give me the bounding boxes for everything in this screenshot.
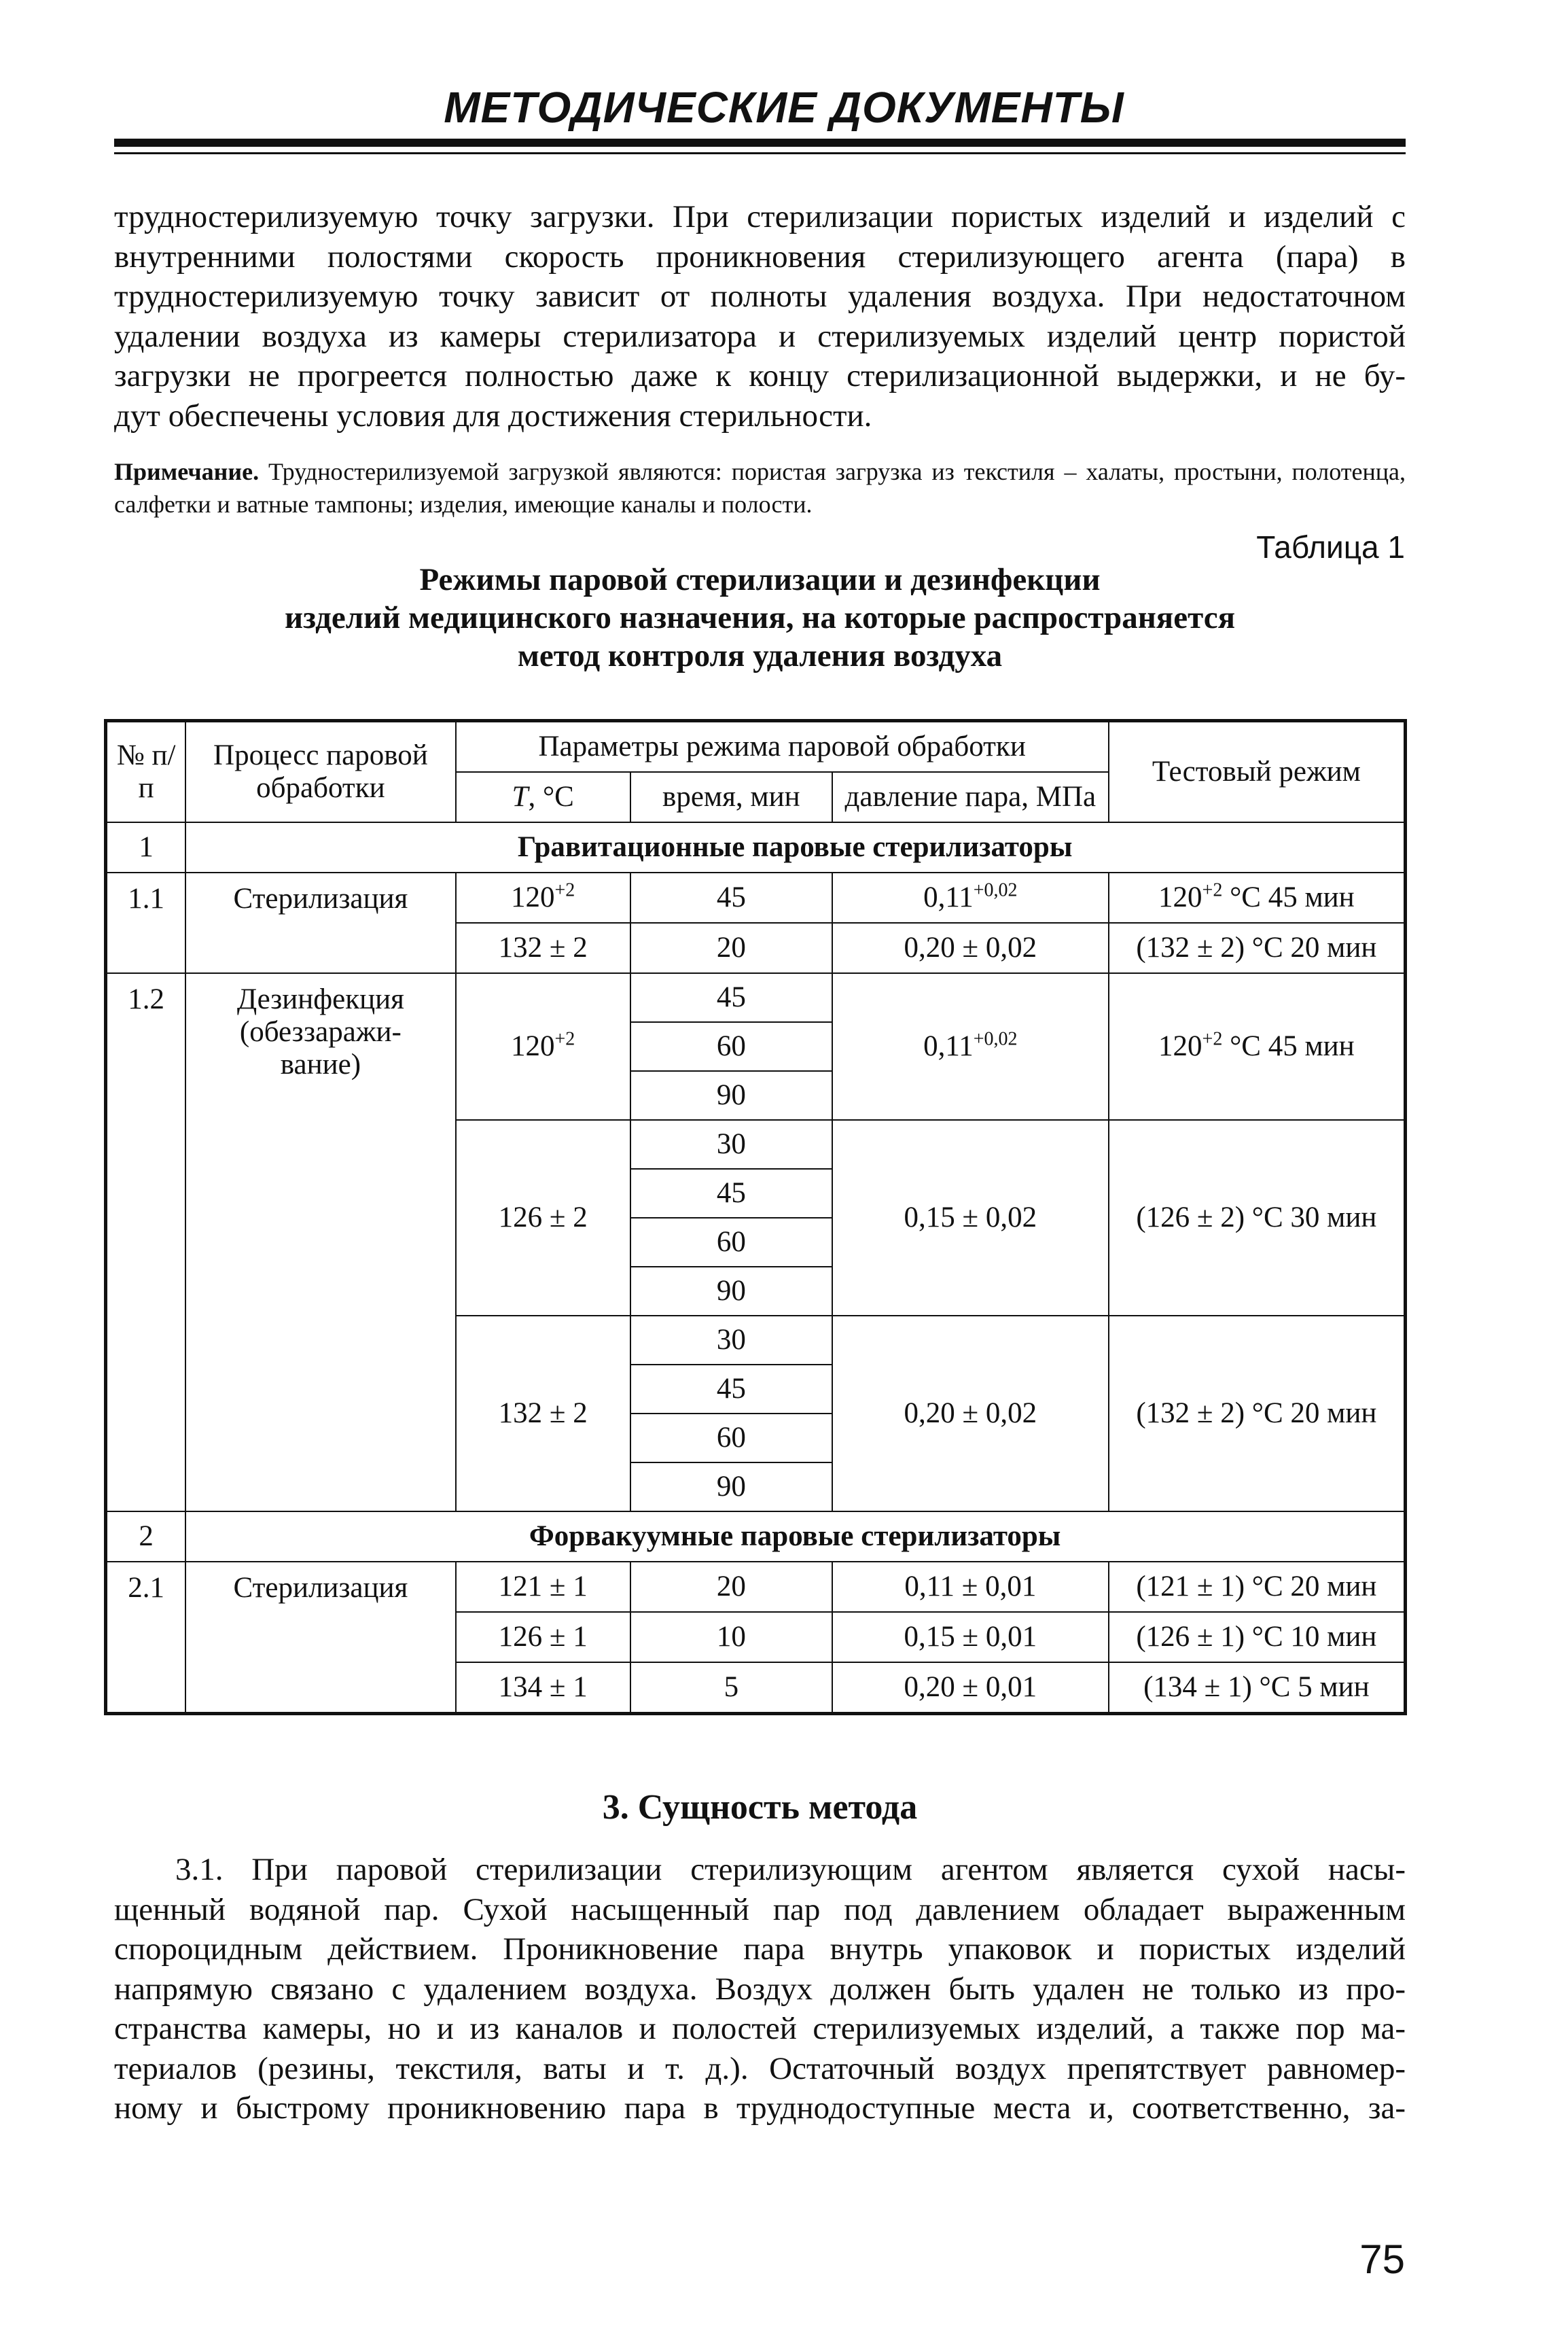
header-pressure: давление пара, МПа xyxy=(832,772,1109,822)
cell-test: $120^{+2}$ °С 45 мин xyxy=(1109,973,1406,1120)
header-test: Тестовый режим xyxy=(1109,721,1406,823)
cell-time: 45 xyxy=(630,1365,832,1414)
text-line: трудностерилизуемую точку зависит от полноты удаления воздуха. При недостаточном xyxy=(114,279,1406,314)
cell-time: 90 xyxy=(630,1462,832,1511)
cell-time: 30 xyxy=(630,1316,832,1365)
table-title-line: изделий медицинского назначения, на которые распространяется xyxy=(284,600,1236,635)
header-rule-thin xyxy=(114,152,1406,154)
cell-time: 45 xyxy=(630,873,832,923)
header-rule-thick xyxy=(114,139,1406,147)
text-line: ному и быстрому проникновению пара в труднодоступные места и, соответственно, за- xyxy=(114,2090,1406,2126)
cell-temp: 126 ± 1 xyxy=(456,1612,630,1662)
cell-temp: 134 ± 1 xyxy=(456,1662,630,1714)
cell-time: 60 xyxy=(630,1022,832,1071)
cell-test: (132 ± 2) °С 20 мин xyxy=(1109,923,1406,973)
cell-time: 90 xyxy=(630,1267,832,1316)
table-title xyxy=(114,561,1406,675)
cell-temp: 126 ± 2 xyxy=(456,1120,630,1316)
row-num: 1.1 xyxy=(106,873,186,973)
row-num: 1.2 xyxy=(106,973,186,1511)
cell-temp: 132 ± 2 xyxy=(456,1316,630,1511)
regimes-table xyxy=(104,719,1407,1715)
cell-temp: 121 ± 1 xyxy=(456,1562,630,1612)
text-line: напрямую связано с удалением воздуха. Воздух должен быть удален не только из про- xyxy=(114,1971,1406,2007)
text-line: загрузки не прогреется полностью даже к концу стерилизационной выдержки, и не бу- xyxy=(114,358,1406,393)
cell-test: $120^{+2}$ °С 45 мин xyxy=(1109,873,1406,923)
header-num: № п/п xyxy=(106,721,186,823)
text-line: спороцидным действием. Проникновение пара внутрь упаковок и пористых изделий xyxy=(114,1931,1406,1967)
note-text: Трудностерилизуемой загрузкой являются: пористая загрузка из текстиля – халаты, простыни, полотенца, салфетки и ватные тампоны; изделия, имеющие каналы и полости. xyxy=(114,458,1406,518)
note-label: Примечание. xyxy=(114,458,260,485)
section-title: Форвакуумные паровые стерилизаторы xyxy=(185,1511,1405,1562)
cell-time: 45 xyxy=(630,973,832,1022)
cell-time: 60 xyxy=(630,1414,832,1462)
cell-pressure: 0,20 ± 0,02 xyxy=(832,923,1109,973)
section-heading: 3. Сущность метода xyxy=(602,1788,918,1827)
table-label: Таблица 1 xyxy=(1256,529,1405,565)
section-num: 1 xyxy=(106,822,186,873)
cell-time: 90 xyxy=(630,1071,832,1120)
header-process: Процесс паровой обработки xyxy=(185,721,455,823)
cell-test: (121 ± 1) °С 20 мин xyxy=(1109,1562,1406,1612)
text-line: щенный водяной пар. Сухой насыщенный пар под давлением обладает выраженным xyxy=(114,1891,1406,1927)
cell-time: 10 xyxy=(630,1612,832,1662)
header-temp: Т, °С xyxy=(456,772,630,822)
row-num: 2.1 xyxy=(106,1562,186,1714)
page-number: 75 xyxy=(1359,2237,1405,2282)
section3-paragraph xyxy=(114,1850,1406,2128)
text-line: странства камеры, но и из каналов и полостей стерилизуемых изделий, а также пор ма- xyxy=(114,2011,1406,2046)
cell-test: (134 ± 1) °С 5 мин xyxy=(1109,1662,1406,1714)
text-line: 3.1. При паровой стерилизации стерилизующим агентом является сухой насы- xyxy=(175,1852,1406,1887)
cell-pressure: 0,20 ± 0,01 xyxy=(832,1662,1109,1714)
running-header: МЕТОДИЧЕСКИЕ ДОКУМЕНТЫ xyxy=(444,83,1124,132)
row-process: Стерилизация xyxy=(185,873,455,973)
cell-test: (126 ± 1) °С 10 мин xyxy=(1109,1612,1406,1662)
cell-time: 5 xyxy=(630,1662,832,1714)
cell-time: 45 xyxy=(630,1169,832,1218)
text-line: дут обеспечены условия для достижения стерильности. xyxy=(114,398,872,434)
cell-pressure: 0,11 ± 0,01 xyxy=(832,1562,1109,1612)
section-title: Гравитационные паровые стерилизаторы xyxy=(185,822,1405,873)
cell-time: 20 xyxy=(630,1562,832,1612)
table-title-line: метод контроля удаления воздуха xyxy=(517,638,1003,673)
cell-pressure: 0,15 ± 0,01 xyxy=(832,1612,1109,1662)
cell-temp: $120^{+2}$ xyxy=(456,973,630,1120)
row-process: Стерилизация xyxy=(185,1562,455,1714)
text-line: внутренними полостями скорость проникновения стерилизующего агента (пара) в xyxy=(114,239,1406,275)
cell-time: 20 xyxy=(630,923,832,973)
cell-pressure: 0,20 ± 0,02 xyxy=(832,1316,1109,1511)
table-title-line: Режимы паровой стерилизации и дезинфекции xyxy=(419,562,1101,597)
cell-test: (132 ± 2) °С 20 мин xyxy=(1109,1316,1406,1511)
cell-pressure: $0,11^{+0,02}$ xyxy=(832,873,1109,923)
section-num: 2 xyxy=(106,1511,186,1562)
text-line: трудностерилизуемую точку загрузки. При стерилизации пористых изделий и изделий с xyxy=(114,199,1406,234)
cell-time: 60 xyxy=(630,1218,832,1267)
row-process: Дезинфекция (обеззаражи- вание) xyxy=(185,973,455,1511)
note xyxy=(114,455,1406,521)
header-time: время, мин xyxy=(630,772,832,822)
cell-pressure: 0,15 ± 0,02 xyxy=(832,1120,1109,1316)
cell-temp: 132 ± 2 xyxy=(456,923,630,973)
text-line: удалении воздуха из камеры стерилизатора и стерилизуемых изделий центр пористой xyxy=(114,318,1406,354)
intro-paragraph xyxy=(114,197,1406,436)
cell-temp: $120^{+2}$ xyxy=(456,873,630,923)
cell-pressure: $0,11^{+0,02}$ xyxy=(832,973,1109,1120)
text-line: териалов (резины, текстиля, ваты и т. д.). Остаточный воздух препятствует равномер- xyxy=(114,2050,1406,2086)
cell-time: 30 xyxy=(630,1120,832,1169)
header-params: Параметры режима паровой обработки xyxy=(456,721,1109,773)
cell-test: (126 ± 2) °С 30 мин xyxy=(1109,1120,1406,1316)
